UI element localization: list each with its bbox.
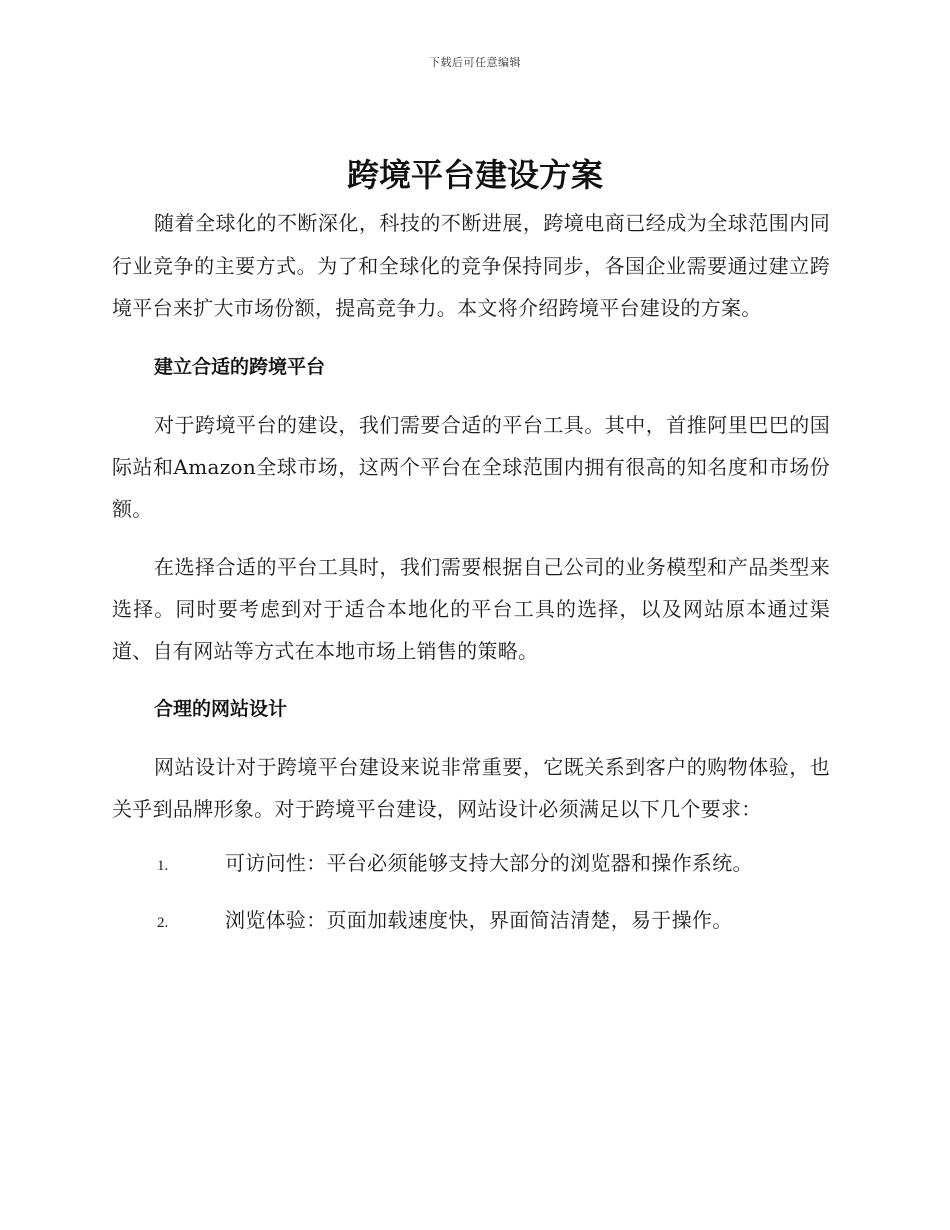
section-heading-website-design: 合理的网站设计 xyxy=(154,697,288,720)
header-note: 下载后可任意编辑 xyxy=(429,56,521,69)
list-item xyxy=(112,899,830,944)
list-number: 1. xyxy=(157,857,169,874)
requirements-list xyxy=(112,842,830,944)
document-title: 跨境平台建设方案 xyxy=(346,156,603,194)
paragraph-website-design: 网站设计对于跨境平台建设来说非常重要，它既关系到客户的购物体验，也关乎到品牌形象。对于跨境平台建设，网站设计必须满足以下几个要求： xyxy=(112,754,830,821)
intro-paragraph: 随着全球化的不断深化，科技的不断进展，跨境电商已经成为全球范围内同行业竞争的主要方式。为了和全球化的竞争保持同步，各国企业需要通过建立跨境平台来扩大市场份额，提高竞争力。本文将介绍跨境平台建设的方案。 xyxy=(112,211,830,320)
list-number: 2. xyxy=(157,914,169,931)
paragraph-platform-tools: 对于跨境平台的建设，我们需要合适的平台工具。其中，首推阿里巴巴的国际站和Amazon全球市场，这两个平台在全球范围内拥有很高的知名度和市场份额。 xyxy=(112,412,830,521)
list-item-text: 浏览体验：页面加载速度快，界面简洁清楚，易于操作。 xyxy=(225,907,733,932)
paragraph-platform-selection: 在选择合适的平台工具时，我们需要根据自己公司的业务模型和产品类型来选择。同时要考虑到对于适合本地化的平台工具的选择，以及网站原本通过渠道、自有网站等方式在本地市场上销售的策略。 xyxy=(112,554,830,663)
section-heading-platform: 建立合适的跨境平台 xyxy=(154,355,326,378)
document-body xyxy=(112,202,830,944)
list-item-text: 可访问性：平台必须能够支持大部分的浏览器和操作系统。 xyxy=(225,850,753,875)
list-item xyxy=(112,842,830,887)
